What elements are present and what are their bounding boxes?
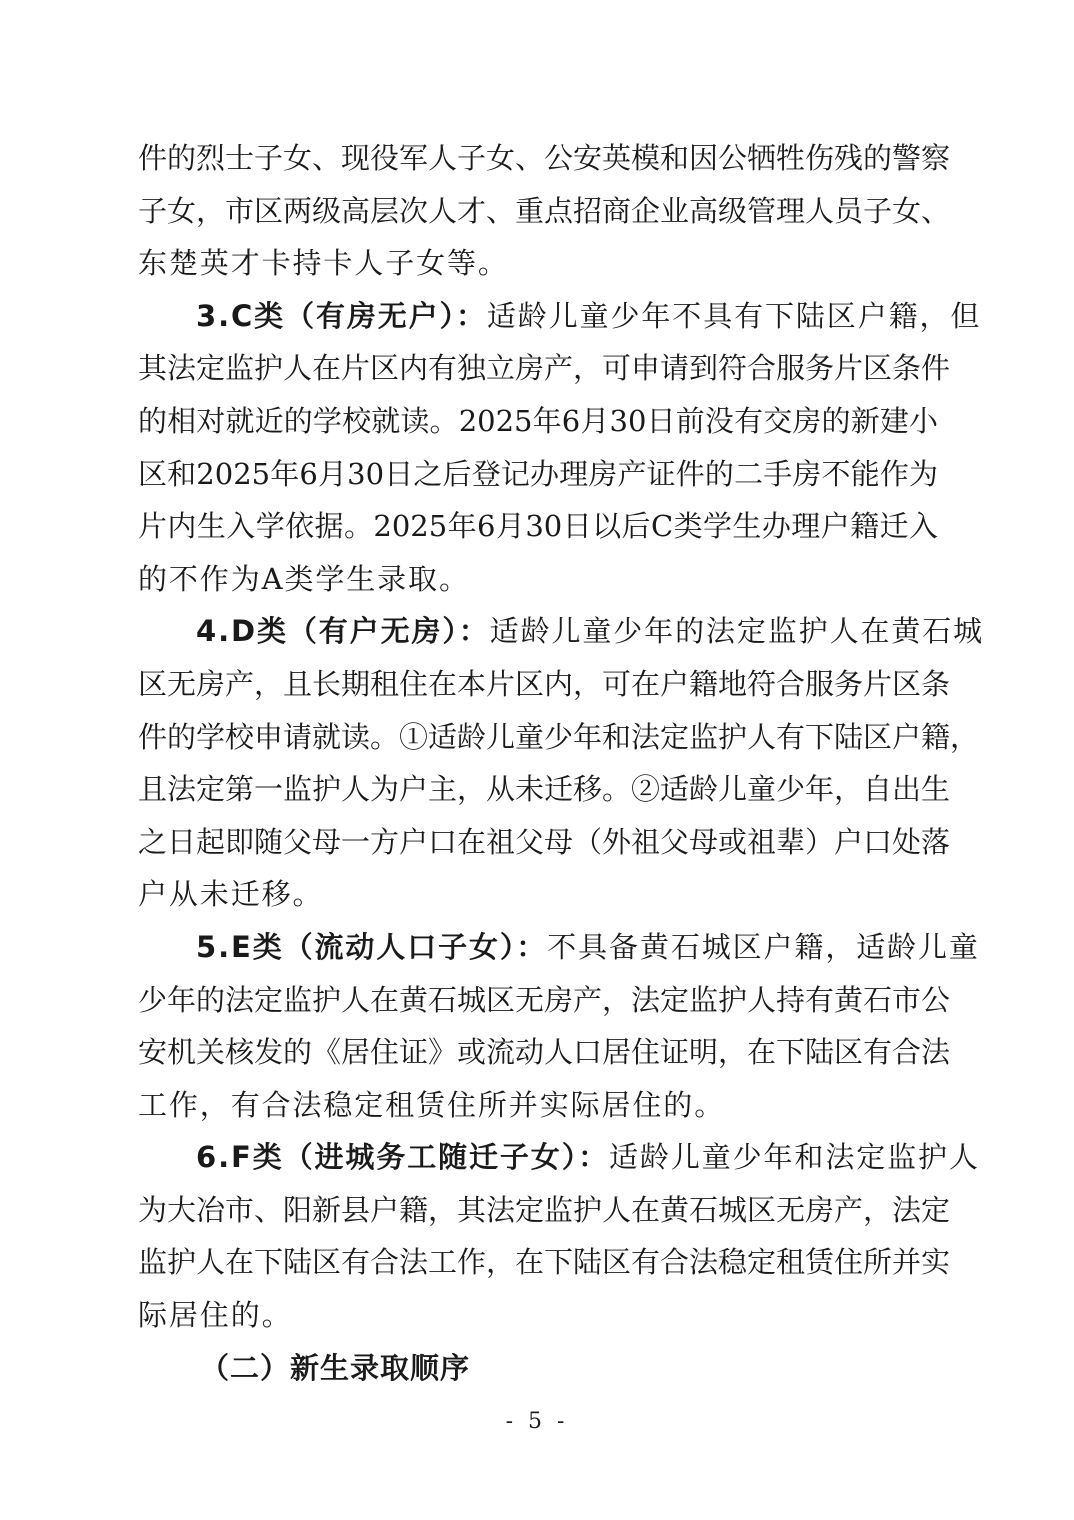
paragraph-text: 不具备黄石城区户籍，适龄儿童: [547, 929, 980, 964]
paragraph-line: 的不作为A类学生录取。: [138, 561, 470, 596]
paragraph-line: 工作，有合法稳定租赁住所并实际居住的。: [138, 1087, 726, 1122]
paragraph-line: 子女，市区两级高层次人才、重点招商企业高级管理人员子女、: [138, 193, 951, 228]
paragraph-first-line: [138, 290, 982, 343]
category-e-heading: 5.E类（流动人口子女）：: [196, 929, 548, 964]
section-subheading: （二）新生录取顺序: [200, 1350, 471, 1385]
paragraph-line: 监护人在下陆区有合法工作，在下陆区有合法稳定租赁住所并实: [138, 1245, 951, 1280]
paragraph-line: 的相对就近的学校就读。2025年6月30日前没有交房的新建小: [138, 403, 938, 438]
paragraph-line: 片内生入学依据。2025年6月30日以后C类学生办理户籍迁入: [138, 509, 938, 544]
category-d-heading: 4.D类（有户无房）：: [196, 614, 490, 649]
paragraph-text: 适龄儿童少年和法定监护人: [609, 1140, 980, 1175]
paragraph-line: 户从未迁移。: [138, 877, 324, 912]
paragraph-line: 际居住的。: [138, 1298, 293, 1333]
paragraph-line: 之日起即随父母一方户口在祖父母（外祖父母或祖辈）户口处落: [138, 824, 951, 859]
paragraph-text: 适龄儿童少年的法定监护人在黄石城: [489, 614, 985, 649]
paragraph-first-line: [138, 1131, 980, 1184]
paragraph-line: 为大冶市、阳新县户籍，其法定监护人在黄石城区无房产，法定: [138, 1192, 951, 1227]
paragraph-line: 件的烈士子女、现役军人子女、公安英模和因公牺牲伤残的警察: [138, 141, 951, 175]
paragraph-line: 少年的法定监护人在黄石城区无房产，法定监护人持有黄石市公: [138, 982, 951, 1017]
paragraph-line: 区无房产，且长期租住在本片区内，可在户籍地符合服务片区条: [138, 666, 951, 701]
category-c-heading: 3.C类（有房无户）：: [196, 298, 487, 333]
paragraph-text: 适龄儿童少年不具有下陆区户籍，但: [486, 298, 982, 333]
paragraph-line: 其法定监护人在片区内有独立房产，可申请到符合服务片区条件: [138, 351, 951, 386]
paragraph-line: 且法定第一监护人为户主，从未迁移。②适龄儿童少年，自出生: [138, 772, 951, 807]
paragraph-line: 区和2025年6月30日之后登记办理房产证件的二手房不能作为: [138, 456, 938, 491]
paragraph-line: 安机关核发的《居住证》或流动人口居住证明，在下陆区有合法: [138, 1035, 951, 1070]
paragraph-line: 东楚英才卡持卡人子女等。: [138, 246, 509, 281]
paragraph-first-line: [138, 921, 980, 974]
paragraph-line: 件的学校申请就读。①适龄儿童少年和法定监护人有下陆区户籍，: [138, 719, 980, 754]
document-body: [138, 132, 985, 1394]
paragraph-first-line: [138, 605, 985, 658]
category-f-heading: 6.F类（进城务工随迁子女）：: [196, 1140, 610, 1175]
page-number: - 5 -: [505, 1409, 569, 1434]
